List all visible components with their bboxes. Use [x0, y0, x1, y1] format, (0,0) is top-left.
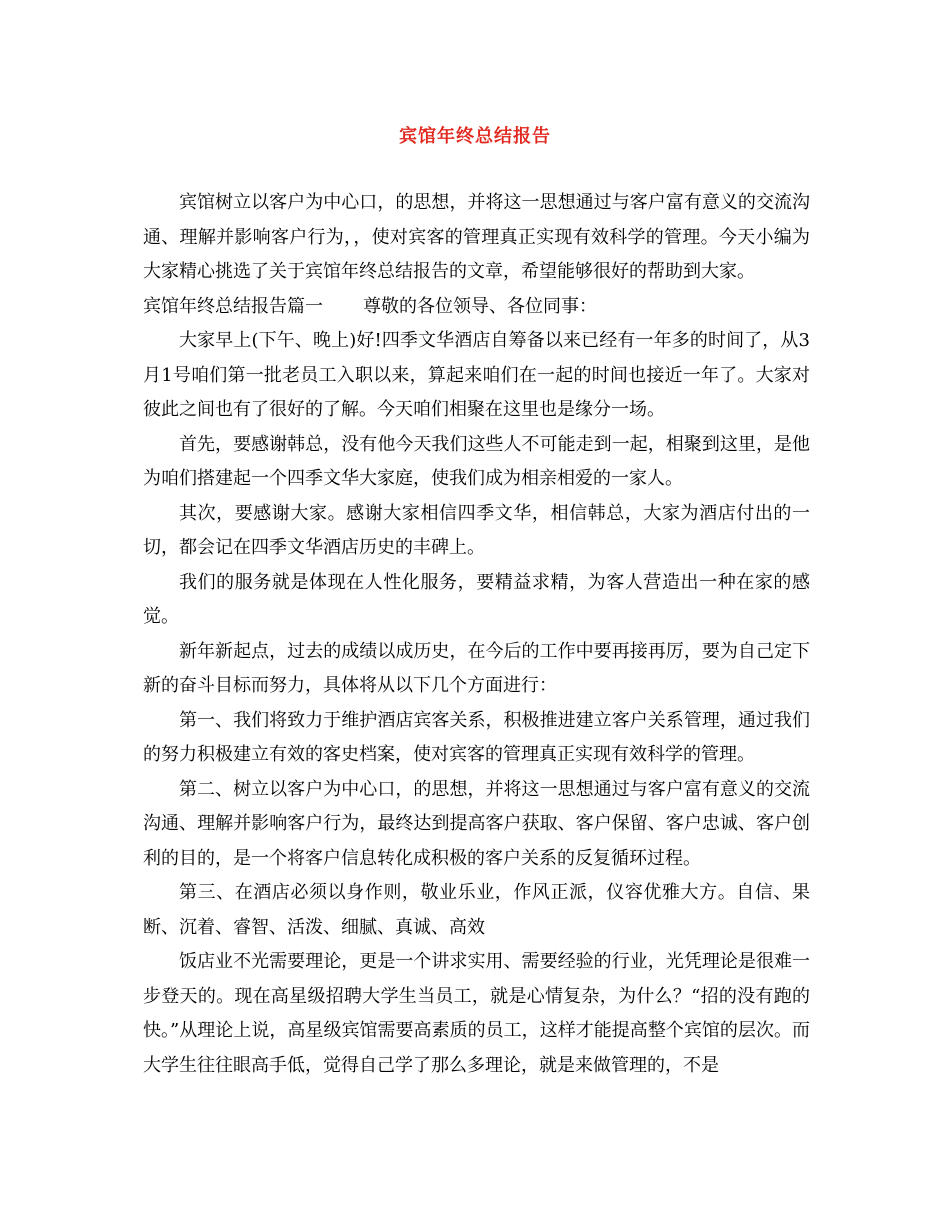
- body-paragraph: 我们的服务就是体现在人性化服务，要精益求精，为客人营造出一种在家的感觉。: [143, 571, 810, 627]
- body-paragraph: 第二、树立以客户为中心口，的思想，并将这一思想通过与客户富有意义的交流沟通、理解并影响客户行为，最终达到提高客户获取、客户保留、客户忠诚、客户创利的目的，是一个将客户信息转化成积极的客户关系的反复循环过程。: [143, 778, 810, 869]
- body-paragraph: 第三、在酒店必须以身作则，敬业乐业，作风正派，仪容优雅大方。自信、果断、沉着、睿智、活泼、细腻、真诚、高效: [143, 882, 810, 938]
- document-body: [143, 186, 810, 1083]
- salutation: 尊敬的各位领导、各位同事：: [363, 295, 597, 317]
- body-paragraph: 第一、我们将致力于维护酒店宾客关系，积极推进建立客户关系管理，通过我们的努力积极建立有效的客史档案，使对宾客的管理真正实现有效科学的管理。: [143, 709, 810, 765]
- body-paragraph: 首先，要感谢韩总，没有他今天我们这些人不可能走到一起，相聚到这里，是他为咱们搭建起一个四季文华大家庭，使我们成为相亲相爱的一家人。: [143, 433, 810, 489]
- body-paragraph: 饭店业不光需要理论，更是一个讲求实用、需要经验的行业，光凭理论是很难一步登天的。现在高星级招聘大学生当员工，就是心情复杂，为什么？“招的没有跑的快。”从理论上说，高星级宾馆需要高素质的员工，这样才能提高整个宾馆的层次。而大学生往往眼高手低，觉得自己学了那么多理论，就是来做管理的，不是: [143, 951, 810, 1076]
- body-paragraph: 新年新起点，过去的成绩以成历史，在今后的工作中要再接再厉，要为自己定下新的奋斗目标而努力，具体将从以下几个方面进行：: [143, 640, 810, 696]
- body-paragraph: 大家早上(下午、晚上)好!四季文华酒店自筹备以来已经有一年多的时间了，从3月1号咱们第一批老员工入职以来，算起来咱们在一起的时间也接近一年了。大家对彼此之间也有了很好的了解。今天咱们相聚在这里也是缘分一场。: [143, 330, 810, 420]
- body-paragraph: 其次，要感谢大家。感谢大家相信四季文华，相信韩总，大家为酒店付出的一切，都会记在四季文华酒店历史的丰碑上。: [143, 502, 810, 558]
- document-title: 宾馆年终总结报告: [399, 126, 551, 147]
- intro-paragraph: 宾馆树立以客户为中心口，的思想，并将这一思想通过与客户富有意义的交流沟通、理解并影响客户行为，，使对宾客的管理真正实现有效科学的管理。今天小编为大家精心挑选了关于宾馆年终总结报告的文章，希望能够很好的帮助到大家。: [143, 192, 810, 282]
- section-heading: 宾馆年终总结报告篇一: [143, 295, 323, 317]
- section-heading-line: [143, 290, 810, 325]
